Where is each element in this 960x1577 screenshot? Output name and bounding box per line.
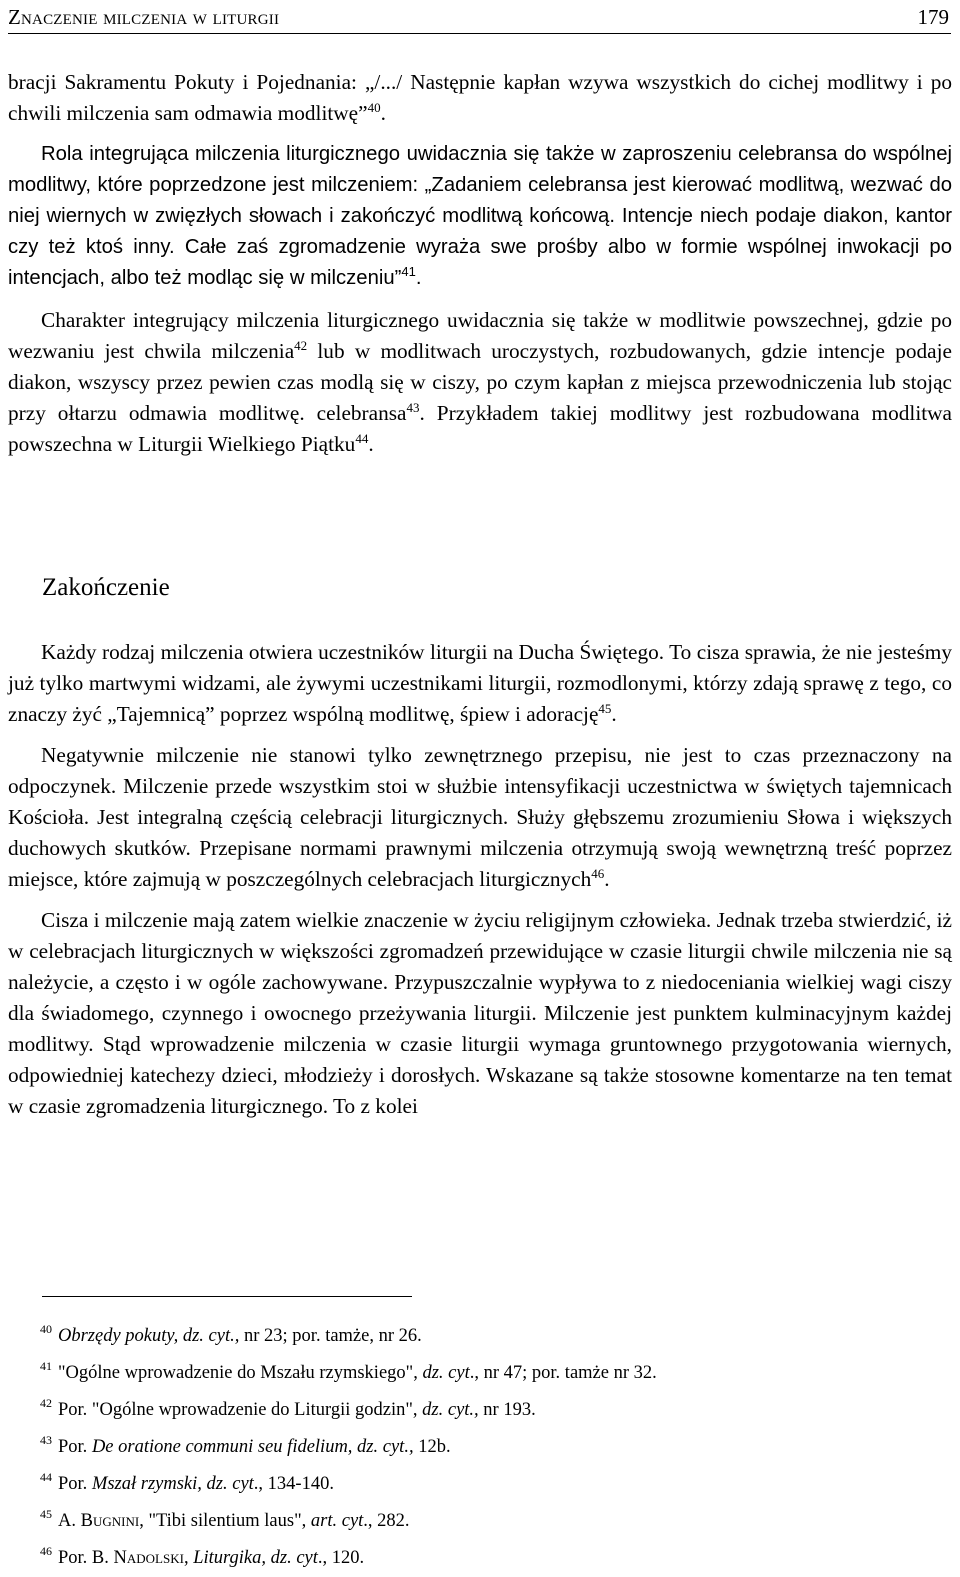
paragraph <box>8 740 952 895</box>
text-run: ., nr 47; por. tamże nr 32. <box>469 1363 657 1383</box>
text-run: . <box>611 702 617 726</box>
text-run: Mszał rzymski, dz. cyt <box>91 1474 254 1494</box>
footnote-number: 46 <box>40 1544 52 1558</box>
text-run: ., 282. <box>363 1511 410 1531</box>
text-run: bracji Sakramentu Pokuty i Pojednania: „/.../ Następnie kapłan wzywa wszystkich do cichej modlitwy i po chwili milczenia sam odmawia modlitwę” <box>8 70 952 125</box>
text-run: Por. "Ogólne wprowadzenie do Liturgii godzin", <box>58 1400 423 1420</box>
footnote <box>40 1503 940 1540</box>
footnote <box>40 1318 940 1355</box>
footnote-ref: 41 <box>401 264 416 280</box>
footnote-number: 42 <box>40 1396 52 1410</box>
footnote <box>40 1540 940 1577</box>
text-run: Liturgika, dz. cyt <box>193 1548 318 1568</box>
text-run: , "Tibi silentium laus", <box>139 1511 311 1531</box>
paragraph <box>8 67 952 129</box>
text-run: Cisza i milczenie mają zatem wielkie znaczenie w życiu religijnym człowieka. Jednak trzeba stwierdzić, iż w celebracjach liturgicznych w większości zgromadzeń przewidujące w czasie liturgii chwile milczenia nie są należycie, a często i w ogóle zachowywane. Przypuszczalnie wypływa to z niedoceniania wielkiej wagi ciszy dla świadomego, czynnego i owocnego przeżywania liturgii. Milczenie jest punktem kulminacyjnym każdej modlitwy. Stąd wprowadzenie milczenia w czasie liturgii wymaga gruntownego przygotowania wiernych, odpowiedniej katechezy dzieci, młodzieży i dorosłych. Wskazane są także stosowne komentarze na ten temat w czasie zgromadzenia liturgicznego. To z kolei <box>8 908 952 1118</box>
body-text-bottom <box>8 637 952 1122</box>
footnote-ref: 44 <box>355 430 369 446</box>
text-run: dz. cyt <box>422 1363 470 1383</box>
footnote-ref: 45 <box>598 700 612 716</box>
body-text-top <box>8 67 952 460</box>
footnote-separator <box>42 1296 412 1297</box>
author-name: Bugnini <box>80 1511 140 1531</box>
text-run: art. cyt <box>310 1511 364 1531</box>
running-header <box>8 2 951 34</box>
text-run: De oratione communi seu fidelium, dz. cyt., <box>91 1437 414 1457</box>
text-run: "Ogólne wprowadzenie do Mszału rzymskiego", <box>58 1363 423 1383</box>
author-name: Nadolski <box>113 1548 184 1568</box>
text-run: , <box>183 1548 194 1568</box>
footnote-number: 43 <box>40 1433 52 1447</box>
text-run: Por. <box>58 1474 92 1494</box>
text-run: . <box>415 267 422 289</box>
footnote <box>40 1429 940 1466</box>
section-heading: Zakończenie <box>42 574 170 601</box>
text-run: ., 120. <box>317 1548 365 1568</box>
text-run: . <box>368 432 374 456</box>
footnote-ref: 42 <box>294 337 308 353</box>
text-run: A. <box>58 1511 81 1531</box>
text-run: Obrzędy pokuty, dz. cyt., <box>58 1326 240 1346</box>
text-run: Rola integrująca milczenia liturgicznego uwidacznia się także w zaproszeniu celebransa do wspólnej modlitwy, które poprzedzone jest milczeniem: „Zadaniem celebransa jest kierować modlitwą, wezwać do niej wiernych w zwięzłych słowach i zakończyć modlitwą końcową. Intencje niech podaje diakon, kantor czy też ktoś inny. Całe zaś zgromadzenie wyraża swe prośby albo w formie wspólnej inwokacji po intencjach, albo też modląc się w milczeniu” <box>8 143 952 289</box>
text-run: . <box>604 867 610 891</box>
text-run: 12b. <box>413 1437 451 1457</box>
paragraph <box>8 305 952 460</box>
text-run: . Przykładem takiej modlitwy jest rozbudowana modlitwa powszechna w Liturgii Wielkiego Piątku <box>8 401 952 456</box>
footnote <box>40 1355 940 1392</box>
text-run: nr 23; por. tamże, nr 26. <box>239 1326 422 1346</box>
footnote-number: 45 <box>40 1507 52 1521</box>
paragraph <box>8 139 952 294</box>
text-run: Por. B. <box>58 1548 114 1568</box>
page-number: 179 <box>917 5 949 29</box>
running-title: Znaczenie milczenia w liturgii <box>8 5 280 29</box>
text-run: Negatywnie milczenie nie stanowi tylko zewnętrznego przepisu, nie jest to czas przeznaczony na odpoczynek. Milczenie przede wszystkim stoi w służbie intensyfikacji uczestnictwa w świętych tajemnicach Kościoła. Jest integralną częścią celebracji liturgicznych. Służy głębszemu zrozumieniu Słowa i większych duchowych skutków. Przepisane normami prawnymi milczenia otrzymują swoją wewnętrzną treść poprzez miejsce, które zajmują w poszczególnych celebracjach liturgicznych <box>8 743 952 891</box>
text-run: Charakter integrujący milczenia liturgicznego uwidacznia się także w modlitwie powszechnej, gdzie po wezwaniu jest chwila milczenia <box>8 308 952 363</box>
text-run: dz. cyt., <box>422 1400 479 1420</box>
footnote-ref: 43 <box>406 399 420 415</box>
footnote-ref: 46 <box>591 865 605 881</box>
footnote-ref: 40 <box>367 99 381 115</box>
footnote-number: 40 <box>40 1322 52 1336</box>
footnote-number: 41 <box>40 1359 52 1373</box>
text-run: Por. <box>58 1437 92 1457</box>
footnote-number: 44 <box>40 1470 52 1484</box>
paragraph <box>8 905 952 1122</box>
text-run: ., 134-140. <box>253 1474 334 1494</box>
footnote <box>40 1466 940 1503</box>
footnotes <box>40 1318 940 1577</box>
text-run: lub w modlitwach uroczystych, rozbudowanych, gdzie intencje podaje diakon, wszyscy przez pewien czas modlą się w ciszy, po czym kapłan z miejsca przewodniczenia lub stojąc przy ołtarzu odmawia modlitwę. celebransa <box>8 339 953 425</box>
text-run: . <box>380 101 386 125</box>
footnote <box>40 1392 940 1429</box>
text-run: nr 193. <box>478 1400 536 1420</box>
text-run: Każdy rodzaj milczenia otwiera uczestników liturgii na Ducha Świętego. To cisza sprawia, że nie jesteśmy już tylko martwymi widzami, ale żywymi uczestnikami liturgii, rozmodlonymi, którzy zdają sprawę z tego, co znaczy żyć „Tajemnicą” poprzez wspólną modlitwę, śpiew i adorację <box>8 640 952 726</box>
paragraph <box>8 637 952 730</box>
